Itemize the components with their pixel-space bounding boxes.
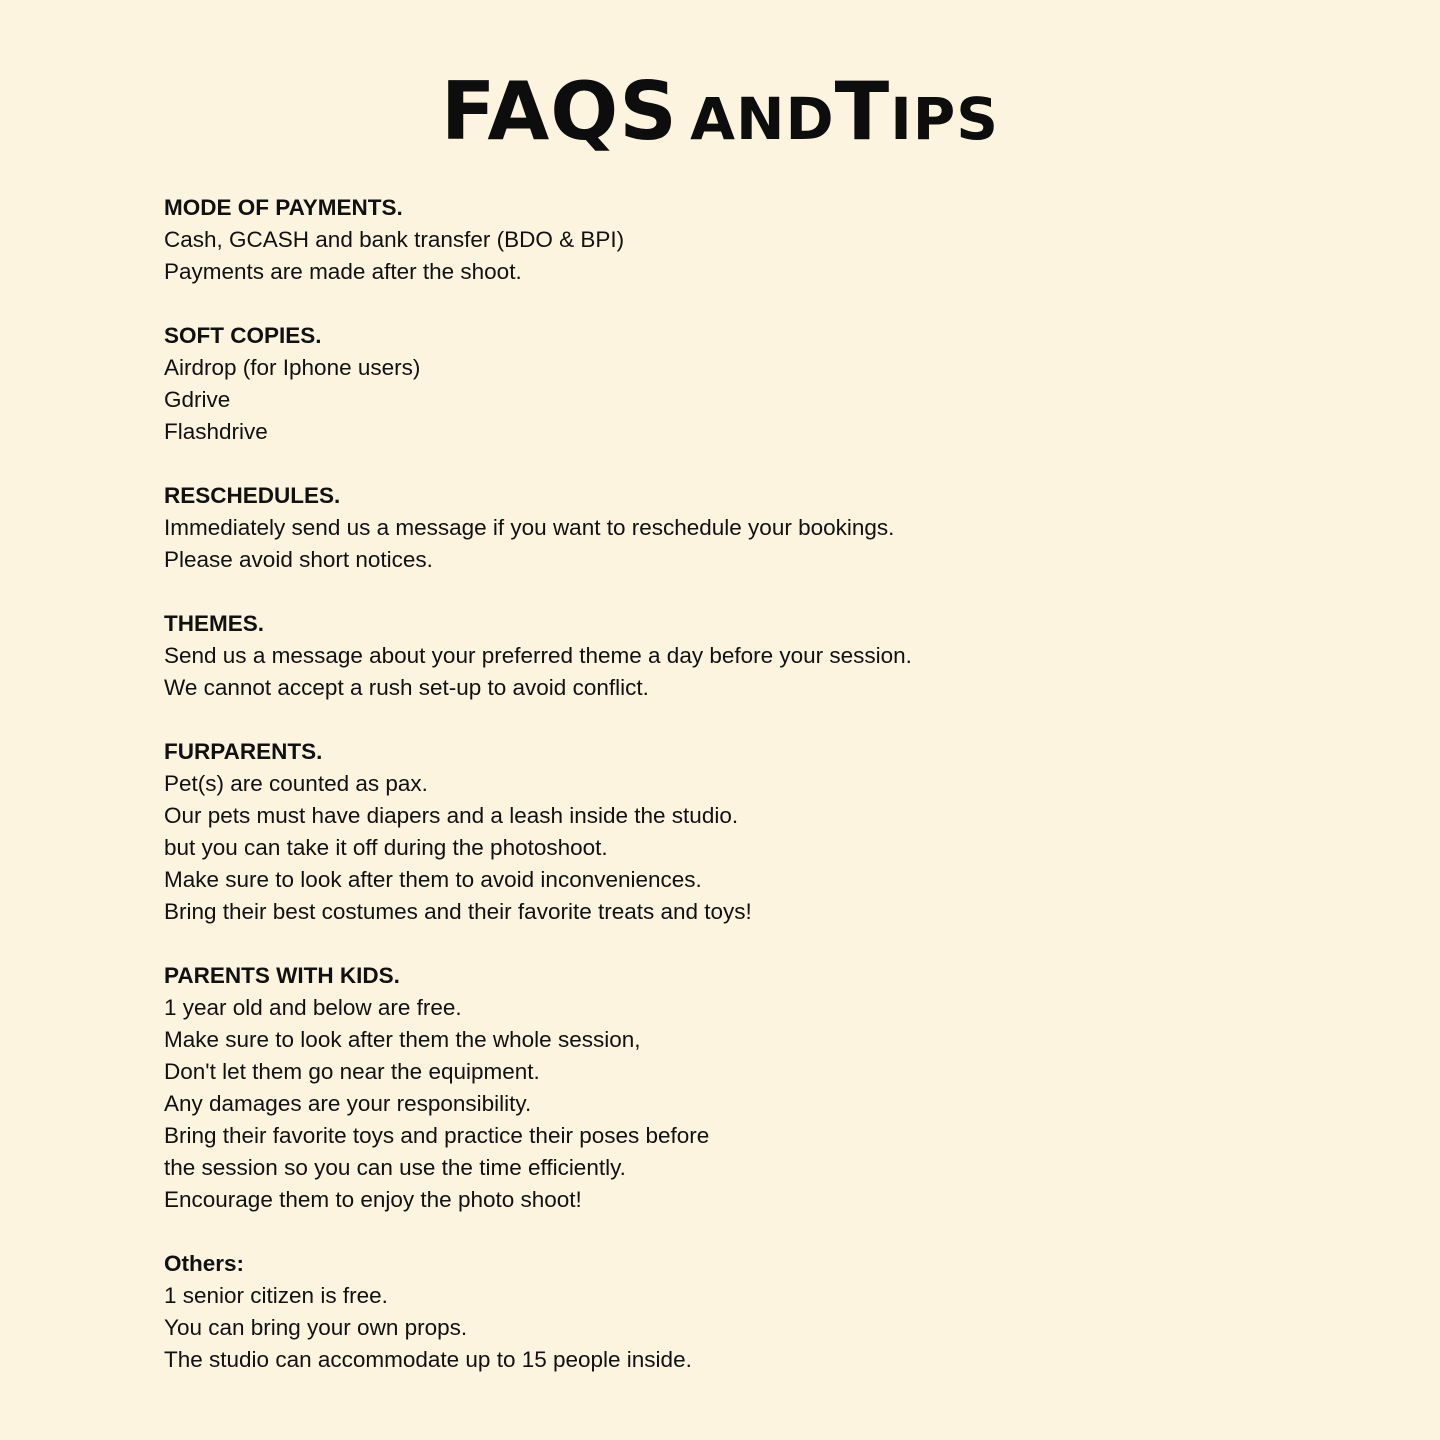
section-line: Make sure to look after them the whole session, — [164, 1027, 641, 1052]
section-heading: FURPARENTS. — [164, 739, 323, 764]
section-line: Our pets must have diapers and a leash inside the studio. — [164, 803, 739, 828]
title-word-and: AND — [690, 85, 835, 154]
section-line: Airdrop (for Iphone users) — [164, 355, 421, 380]
title-word-faqs: FAQS — [440, 65, 678, 159]
title-initial-t: T — [834, 65, 891, 159]
section-line: Any damages are your responsibility. — [164, 1091, 532, 1116]
section-line: Bring their best costumes and their favorite treats and toys! — [164, 899, 752, 924]
section-line: You can bring your own props. — [164, 1315, 468, 1340]
section-line: Make sure to look after them to avoid inconveniences. — [164, 867, 702, 892]
section-line: 1 senior citizen is free. — [164, 1283, 388, 1308]
faq-section-reschedules — [164, 480, 1304, 576]
faq-section-soft-copies — [164, 320, 1304, 448]
section-heading: MODE OF PAYMENTS. — [164, 195, 403, 220]
section-line: 1 year old and below are free. — [164, 995, 462, 1020]
section-heading: PARENTS WITH KIDS. — [164, 963, 400, 988]
faq-section-parents-with-kids — [164, 960, 1304, 1216]
section-heading: RESCHEDULES. — [164, 483, 341, 508]
section-line: Send us a message about your preferred theme a day before your session. — [164, 643, 912, 668]
section-heading: THEMES. — [164, 611, 265, 636]
section-line: Gdrive — [164, 387, 231, 412]
section-line: Payments are made after the shoot. — [164, 259, 522, 284]
faq-section-furparents — [164, 736, 1304, 928]
section-line: Cash, GCASH and bank transfer (BDO & BPI) — [164, 227, 625, 252]
section-line: Don't let them go near the equipment. — [164, 1059, 540, 1084]
section-line: Encourage them to enjoy the photo shoot! — [164, 1187, 582, 1212]
faq-section-others — [164, 1248, 1304, 1376]
section-line: Bring their favorite toys and practice their poses before — [164, 1123, 710, 1148]
section-line: We cannot accept a rush set-up to avoid conflict. — [164, 675, 649, 700]
faq-section-themes — [164, 608, 1304, 704]
title-word-ips: IPS — [890, 85, 1000, 154]
page-title — [0, 65, 1440, 158]
section-heading: SOFT COPIES. — [164, 323, 322, 348]
section-heading: Others: — [164, 1251, 245, 1276]
section-line: Flashdrive — [164, 419, 268, 444]
section-line: Pet(s) are counted as pax. — [164, 771, 428, 796]
section-line: Immediately send us a message if you want to reschedule your bookings. — [164, 515, 895, 540]
section-line: but you can take it off during the photoshoot. — [164, 835, 608, 860]
section-line: The studio can accommodate up to 15 people inside. — [164, 1347, 692, 1372]
section-line: the session so you can use the time efficiently. — [164, 1155, 626, 1180]
faq-section-payments — [164, 192, 1304, 288]
section-line: Please avoid short notices. — [164, 547, 433, 572]
faq-list — [164, 192, 1304, 1408]
